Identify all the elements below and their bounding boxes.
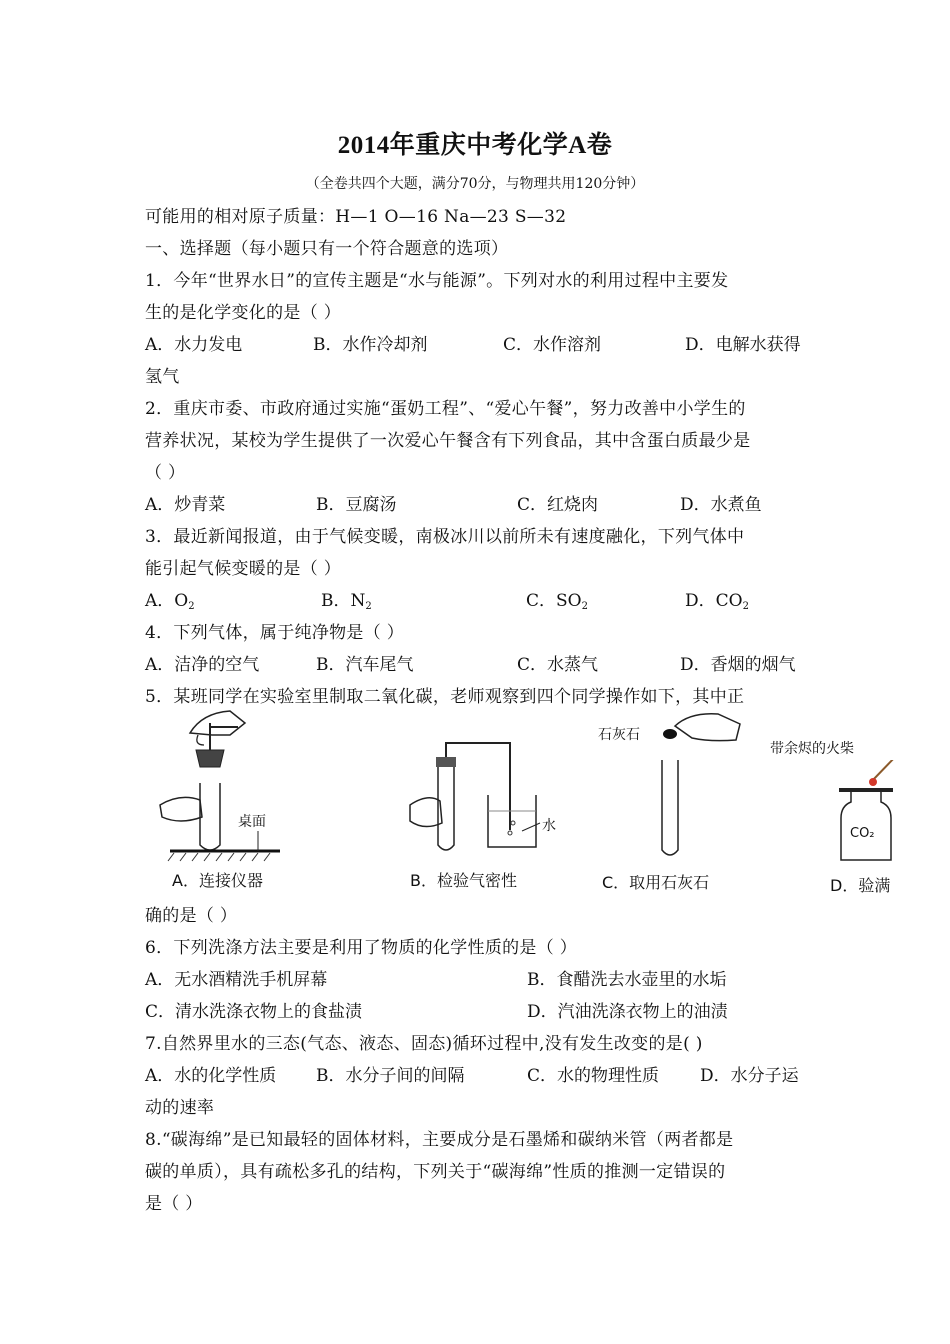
- q1-option-a: A．水力发电: [145, 335, 243, 355]
- figure-d-caption: D．验满: [830, 876, 891, 895]
- q8-stem-line1: 8.“碳海绵”是已知最轻的固体材料，主要成分是石墨烯和碳纳米管（两者都是: [145, 1130, 734, 1150]
- figure-a-connect-apparatus: [150, 705, 290, 865]
- q2-stem-line2: 营养状况，某校为学生提供了一次爱心午餐含有下列食品，其中含蛋白质最少是: [145, 431, 751, 451]
- figure-b-airtightness-check: [400, 735, 560, 865]
- q7-option-d: D．水分子运: [700, 1066, 799, 1086]
- q1-option-d: D．电解水获得: [685, 335, 801, 355]
- figure-d-match-label: 带余烬的火柴: [770, 741, 854, 757]
- q6-option-a: A．无水酒精洗手机屏幕: [145, 970, 328, 990]
- q2-stem-line3: （ ）: [145, 463, 186, 483]
- q3-option-b: B．$N_2$: [321, 591, 372, 612]
- figure-d-bottle-label: CO₂: [850, 826, 875, 841]
- figure-c-caption: C．取用石灰石: [602, 873, 710, 892]
- figure-d-check-full: [835, 760, 910, 870]
- figure-c-take-limestone: [640, 712, 750, 862]
- figure-a-caption: A．连接仪器: [172, 871, 263, 890]
- q2-stem-line1: 2．重庆市委、市政府通过实施“蛋奶工程”、“爱心午餐”，努力改善中小学生的: [145, 399, 746, 419]
- q1-option-c: C．水作溶剂: [503, 335, 602, 355]
- q1-option-b: B．水作冷却剂: [313, 335, 428, 355]
- q6-option-c: C．清水洗涤衣物上的食盐渍: [145, 1002, 363, 1022]
- q6-stem-line1: 6．下列洗涤方法主要是利用了物质的化学性质的是（ ）: [145, 938, 578, 958]
- q4-option-b: B．汽车尾气: [316, 655, 414, 675]
- figure-c-limestone-label: 石灰石: [598, 727, 640, 743]
- exam-subtitle: （全卷共四个大题，满分70分，与物理共用120分钟）: [305, 176, 645, 192]
- q2-option-c: C．红烧肉: [517, 495, 599, 515]
- q2-option-d: D．水煮鱼: [680, 495, 762, 515]
- figure-b-caption: B．检验气密性: [410, 871, 517, 890]
- atomic-mass-line: 可能用的相对原子质量：H—1 O—16 Na—23 S—32: [145, 207, 567, 227]
- q2-option-a: A．炒青菜: [145, 495, 226, 515]
- q1-option-d-cont: 氢气: [145, 367, 180, 387]
- q4-stem-line1: 4．下列气体，属于纯净物是（ ）: [145, 623, 405, 643]
- q3-option-d: D．$CO_2$: [685, 591, 749, 612]
- figure-b-water-label: 水: [542, 818, 556, 834]
- q1-stem-line1: 1．今年“世界水日”的宣传主题是“水与能源”。下列对水的利用过程中主要发: [145, 271, 729, 291]
- q5-stem-line2: 确的是（ ）: [145, 906, 238, 926]
- q7-option-c: C．水的物理性质: [527, 1066, 660, 1086]
- q3-option-a: A．$O_2$: [145, 591, 195, 612]
- section-heading: 一、选择题（每小题只有一个符合题意的选项）: [145, 239, 509, 259]
- q6-option-d: D．汽油洗涤衣物上的油渍: [527, 1002, 728, 1022]
- q4-option-a: A．洁净的空气: [145, 655, 260, 675]
- q7-stem-line1: 7.自然界里水的三态(气态、液态、固态)循环过程中,没有发生改变的是( ): [145, 1034, 703, 1054]
- exam-title: 2014年重庆中考化学A卷: [337, 132, 613, 159]
- q7-option-b: B．水分子间的间隔: [316, 1066, 465, 1086]
- q5-stem-line1: 5．某班同学在实验室里制取二氧化碳，老师观察到四个同学操作如下，其中正: [145, 687, 745, 707]
- q8-stem-line3: 是（ ）: [145, 1194, 203, 1214]
- q7-option-a: A．水的化学性质: [145, 1066, 277, 1086]
- q3-stem-line2: 能引起气候变暖的是（ ）: [145, 559, 342, 579]
- q4-option-d: D．香烟的烟气: [680, 655, 796, 675]
- q7-option-d-cont: 动的速率: [145, 1098, 215, 1118]
- q3-stem-line1: 3．最近新闻报道，由于气候变暖，南极冰川以前所未有速度融化，下列气体中: [145, 527, 745, 547]
- q3-option-c: C．$SO_2$: [526, 591, 588, 612]
- figure-a-table-label: 桌面: [238, 814, 266, 830]
- q8-stem-line2: 碳的单质），具有疏松多孔的结构，下列关于“碳海绵”性质的推测一定错误的: [145, 1162, 726, 1182]
- q2-option-b: B．豆腐汤: [316, 495, 397, 515]
- q6-option-b: B．食醋洗去水壶里的水垢: [527, 970, 727, 990]
- q4-option-c: C．水蒸气: [517, 655, 599, 675]
- q1-stem-line2: 生的是化学变化的是（ ）: [145, 303, 342, 323]
